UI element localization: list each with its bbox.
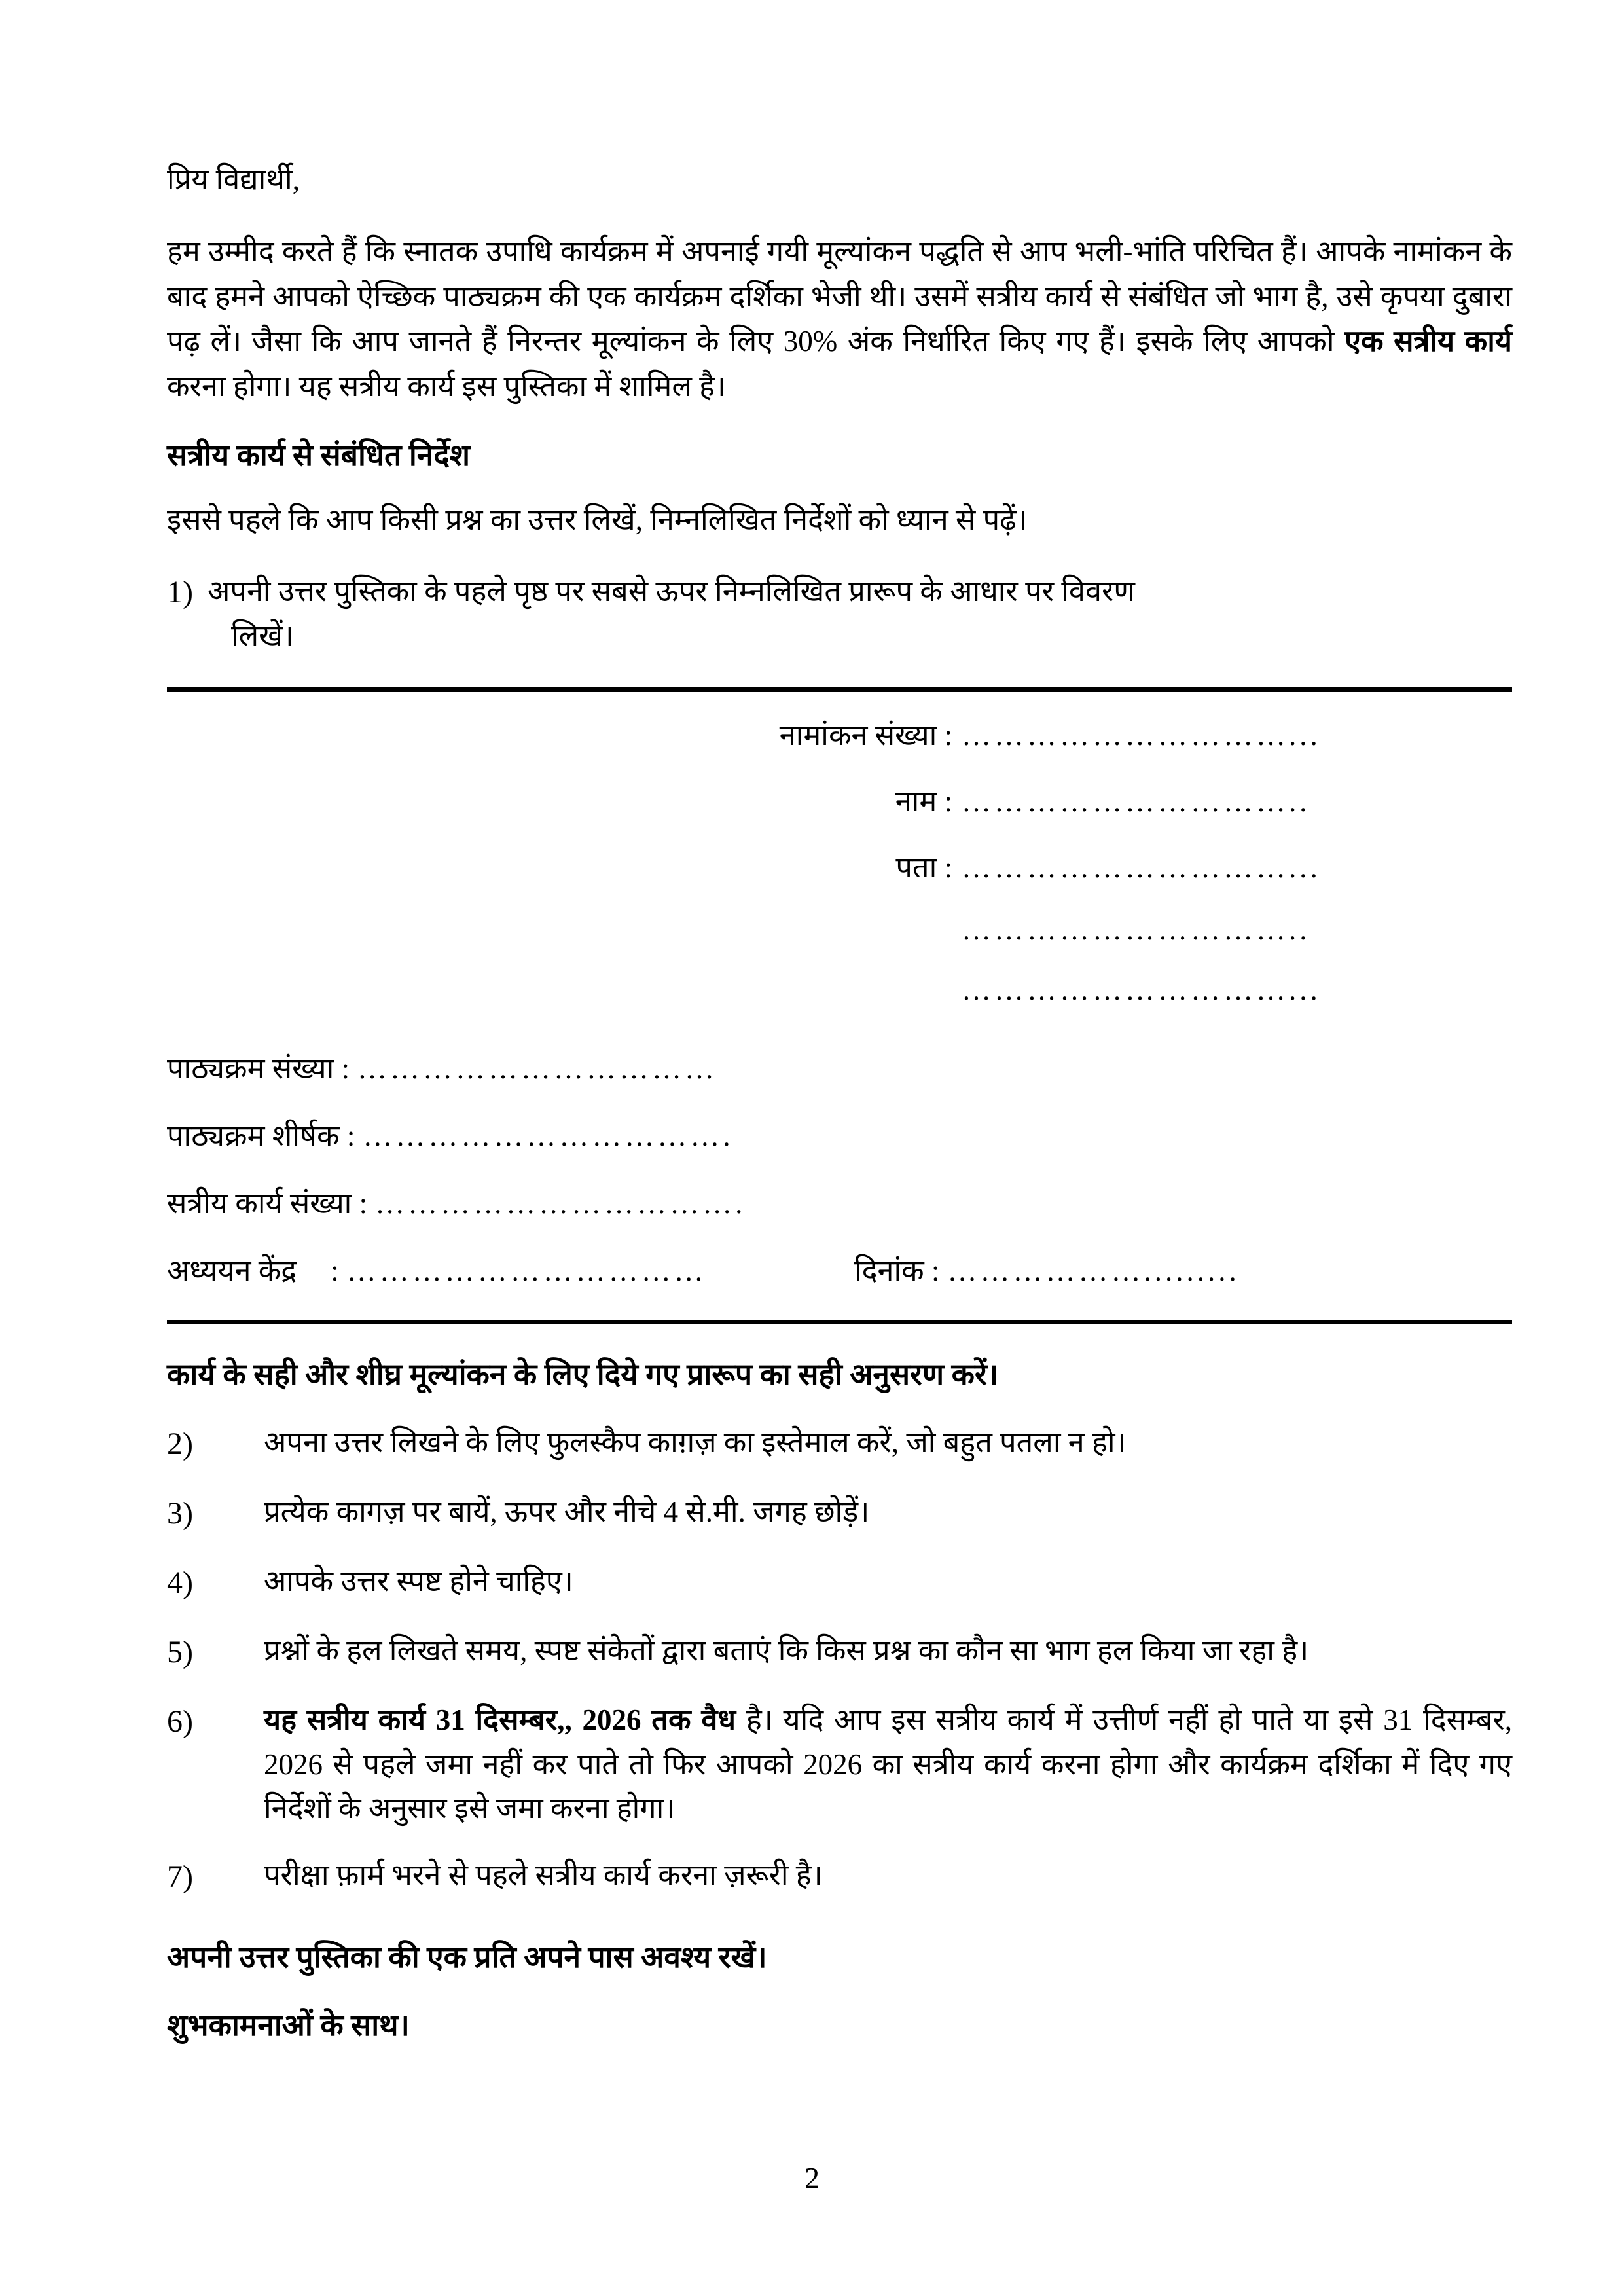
list-item-5: [167, 1629, 1512, 1676]
address-label: पता :: [895, 850, 952, 884]
form-box-top-rule: [167, 687, 1512, 692]
salutation: प्रिय विद्यार्थी,: [167, 163, 300, 196]
study-center-label: अध्ययन केंद्र: [167, 1254, 297, 1287]
list-item-7-text: परीक्षा फ़ार्म भरने से पहले सत्रीय कार्य करना ज़रूरी है।: [264, 1858, 823, 1891]
name-label: नाम :: [895, 784, 952, 818]
name-input[interactable]: …………………………..: [962, 784, 1310, 818]
page-number: 2: [804, 2161, 820, 2195]
percent-value: 30%: [783, 325, 838, 358]
list-item-2-marker: 2): [167, 1427, 193, 1462]
intro-bold-phrase: एक सत्रीय कार्य: [1344, 325, 1512, 358]
list-item-7: [167, 1853, 1512, 1901]
course-title-input[interactable]: …………………………….: [363, 1119, 734, 1152]
instruction-lead: इससे पहले कि आप किसी प्रश्न का उत्तर लिखें, निम्नलिखित निर्देशों को ध्यान से पढ़ें।: [167, 503, 1028, 537]
list-item-1-line1: अपनी उत्तर पुस्तिका के पहले पृष्ठ पर सबसे ऊपर निम्नलिखित प्रारूप के आधार पर विवरण: [208, 574, 1135, 608]
list-item-1: [167, 569, 1512, 659]
list-item-3-text: प्रत्येक कागज़ पर बायें, ऊपर और नीचे 4 से.मी. जगह छोड़ें।: [264, 1495, 870, 1529]
list-item-2-text: अपना उत्तर लिखने के लिए फुलस्कैप काग़ज़ का इस्तेमाल करें, जो बहुत पतला न हो।: [264, 1426, 1127, 1459]
form-box-bottom-rule: [167, 1320, 1512, 1324]
list-item-4-marker: 4): [167, 1565, 193, 1601]
intro-part1: हम उम्मीद करते हैं कि स्नातक उपाधि कार्यक्रम में अपनाई गयी मूल्यांकन पद्धति से आप भली-भांति परिचित हैं। आपके नामांकन के बाद हमने आपको ऐच्छिक पाठ्यक्रम की एक कार्यक्रम दर्शिका भेजी थी। उसमें सत्रीय कार्य से संबंधित जो भाग है, उसे कृपया दुबारा पढ़ लें। जैसा कि आप जानते हैं निरन्तर मूल्यांकन के लिए: [167, 235, 1512, 358]
list-item-1-line2: लिखें।: [231, 619, 295, 653]
section-heading: सत्रीय कार्य से संबंधित निर्देश: [167, 438, 471, 472]
form-field-address: [167, 847, 1512, 886]
address-input-line1[interactable]: …………………………...: [962, 850, 1321, 884]
closing-line-1: अपनी उत्तर पुस्तिका की एक प्रति अपने पास अवश्य रखें।: [167, 1940, 767, 1974]
intro-part3: करना होगा। यह सत्रीय कार्य इस पुस्तिका में शामिल है।: [167, 369, 727, 403]
list-item-6-text: है। यदि आप इस सत्रीय कार्य में उत्तीर्ण नहीं हो पाते या इसे 31 दिसम्बर, 2026 से पहले जमा नहीं कर पाते तो फिर आपको 2026 का सत्रीय कार्य करना होगा और कार्यक्रम दर्शिका में दिए गए निर्देशों के अनुसार इसे जमा करना होगा।: [264, 1704, 1512, 1825]
form-row-study-center-date: [167, 1250, 1512, 1290]
date-input[interactable]: ……………….........: [947, 1254, 1240, 1287]
list-item-6: [167, 1698, 1512, 1831]
list-item-4-text: आपके उत्तर स्पष्ट होने चाहिए।: [264, 1565, 573, 1598]
instructions-list: [167, 1421, 1512, 1901]
form-field-address-line2: [167, 913, 1512, 947]
list-item-7-marker: 7): [167, 1859, 193, 1894]
page-content: [167, 157, 1512, 2049]
form-field-name: [167, 780, 1512, 820]
enrollment-form-box: [167, 692, 1512, 1320]
list-item-4: [167, 1559, 1512, 1607]
form-field-enrollment-number: [167, 714, 1512, 754]
list-item-5-marker: 5): [167, 1635, 193, 1670]
list-item-5-text: प्रश्नों के हल लिखते समय, स्पष्ट संकेतों द्वारा बताएं कि किस प्रश्न का कौन सा भाग हल किया जा रहा है।: [264, 1634, 1309, 1667]
list-item-3: [167, 1490, 1512, 1537]
enrollment-number-input[interactable]: …………………………...: [962, 718, 1321, 752]
assignment-number-input[interactable]: …………………………….: [375, 1186, 746, 1220]
form-field-study-center: [167, 1250, 854, 1290]
list-item-1-body: [208, 569, 1512, 659]
intro-part2: अंक निर्धारित किए गए हैं। इसके लिए आपको: [837, 325, 1345, 358]
address-input-line3[interactable]: …………………………...: [962, 973, 1321, 1006]
course-title-label: पाठ्यक्रम शीर्षक :: [167, 1119, 355, 1152]
form-field-course-title: [167, 1115, 1512, 1155]
list-item-1-marker: 1): [167, 574, 193, 610]
closing-line-2: शुभकामनाओं के साथ।: [167, 2008, 410, 2042]
form-right-fields: [167, 714, 1512, 1007]
list-item-6-bold-validity: यह सत्रीय कार्य 31 दिसम्बर,, 2026 तक वैध: [264, 1704, 736, 1737]
form-field-address-line3: [167, 973, 1512, 1007]
assignment-number-label: सत्रीय कार्य संख्या :: [167, 1186, 368, 1220]
course-code-label: पाठ्यक्रम संख्या :: [167, 1051, 350, 1085]
list-item-6-body: [264, 1698, 1512, 1831]
bold-instruction: कार्य के सही और शीघ्र मूल्यांकन के लिए दिये गए प्रारूप का सही अनुसरण करें।: [167, 1357, 999, 1391]
study-center-colon: :: [331, 1254, 339, 1287]
intro-paragraph: [167, 229, 1512, 409]
list-item-6-marker: 6): [167, 1704, 193, 1740]
list-item-3-marker: 3): [167, 1496, 193, 1531]
study-center-input[interactable]: ……………………………: [346, 1254, 707, 1287]
list-item-2: [167, 1421, 1512, 1468]
enrollment-number-label: नामांकन संख्या :: [779, 718, 952, 752]
form-field-assignment-number: [167, 1182, 1512, 1222]
course-code-input[interactable]: ……………………………: [357, 1051, 717, 1085]
address-input-line2[interactable]: …………………………..: [962, 913, 1310, 946]
form-field-course-code: [167, 1048, 1512, 1087]
date-label: दिनांक :: [854, 1254, 940, 1287]
